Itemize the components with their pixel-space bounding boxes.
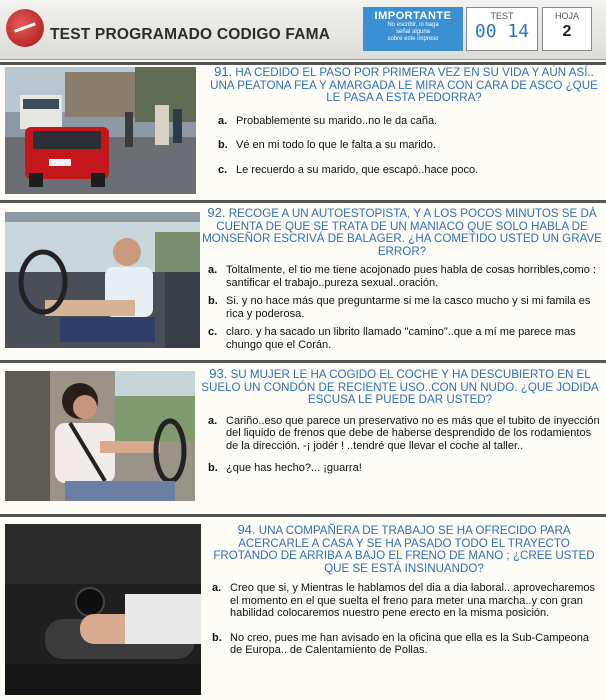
option-letter: b. xyxy=(208,295,218,307)
handbrake-photo xyxy=(5,524,201,695)
importante-note-2: señal alguna xyxy=(395,29,431,35)
question-body: RECOGE A UN AUTOESTOPISTA, Y A LOS POCOS MINUTOS SE DÁ CUENTA DE QUE SE TRATA DE UN MANIACO QUE SOLO HABLA DE MONSEÑOR ESCRIVÁ DE BALAGER. ¿HA COMETIDO USTED UN GRAVE ERROR? xyxy=(202,207,602,258)
question-number: 94. xyxy=(237,522,256,537)
test-label: TEST xyxy=(490,11,514,21)
option-c[interactable] xyxy=(208,326,602,351)
options-list xyxy=(208,264,602,351)
option-text: claro. y ha sacado un librito llamado "camino"..que a mí me parece mas chungo que el Corán. xyxy=(226,326,576,351)
question-number: 93. xyxy=(209,366,228,381)
option-letter: a. xyxy=(208,264,218,276)
hoja-value: 2 xyxy=(562,23,572,40)
options-list xyxy=(218,115,602,177)
option-text: No creo, pues me han avisado en la oficina que ella es la Sub-Campeona de Europa.. de Calentamiento de Pollas. xyxy=(230,631,589,656)
question-text xyxy=(198,368,602,407)
option-a[interactable] xyxy=(208,264,602,289)
importante-note-1: No escribir, ni haga xyxy=(387,22,439,28)
question-93 xyxy=(198,368,602,481)
importante-note-3: sobre este impreso xyxy=(387,36,439,42)
question-92 xyxy=(202,207,602,357)
option-text: Toltalmente, el tio me tiene acojonado pues habla de cosas horribles,como : santificar el trabajo..pureza sexual..oración. xyxy=(226,264,596,289)
question-number: 92. xyxy=(207,205,226,220)
question-text xyxy=(202,207,602,258)
question-body: UNA COMPAÑERA DE TRABAJO SE HA OFRECIDO PARA ACERCARLE A CASA Y SE HA PASADO TODO EL TRAYECTO FROTANDO DE ARRIBA A BAJO EL FRENO DE MANO ; ¿CREE USTED QUE SE ESTÁ INSINUANDO? xyxy=(213,524,595,575)
importante-label: IMPORTANTE xyxy=(374,10,452,22)
option-a[interactable] xyxy=(212,582,602,620)
option-a[interactable] xyxy=(218,115,602,128)
sheet-number-box xyxy=(542,7,592,51)
test-number-box xyxy=(466,7,538,51)
divider xyxy=(0,62,606,65)
option-letter: b. xyxy=(218,139,228,151)
option-letter: c. xyxy=(208,326,218,338)
option-text: Le recuerdo a su marido, que escapó..hace poco. xyxy=(236,163,479,176)
question-91 xyxy=(206,66,602,182)
option-text: Cariño..eso que parece un preservativo no es más que el tubito de inyección del liquido de frenos que debe de haberse desprendido de los rodamientos de la dirección. -¡ jodér ! ..tendré que llevar el coche al taller.. xyxy=(226,414,600,452)
question-body: SU MUJER LE HA COGIDO EL COCHE Y HA DESCUBIERTO EN EL SUELO UN CONDÓN DE RECIENTE USO..CON UN NUDO. ¿QUE JODIDA ESCUSA LE PUEDE DAR USTED? xyxy=(201,368,599,406)
question-body: HA CEDIDO EL PASO POR PRIMERA VEZ EN SU VIDA Y AÚN ASÍ.. UNA PEATONA FEA Y AMARGADA LE MIRA CON CARA DE ASCO ¿QUE LE PASA A ESTA PEDORRA? xyxy=(210,66,598,104)
question-94 xyxy=(206,524,602,663)
street-car-photo xyxy=(5,67,196,194)
question-text xyxy=(206,66,602,105)
option-text: Si. y no hace más que preguntarme si me la casco mucho y si mi famila es rica y poderosa. xyxy=(226,295,591,320)
option-text: Creo que si, y Mientras le hablamos del dia a dia laboral.. aprovecharemos el momento en el que suelta el freno para meter una marcha..y con gran habilidad colocaremos nuestro pene erecto en la misma posición. xyxy=(230,582,596,619)
option-b[interactable] xyxy=(218,139,602,152)
question-text xyxy=(206,524,602,575)
question-number: 91. xyxy=(214,64,233,79)
option-b[interactable] xyxy=(208,462,602,475)
option-letter: b. xyxy=(212,631,222,644)
option-c[interactable] xyxy=(218,164,602,177)
option-text: Probablemente su marido..no le da caña. xyxy=(236,114,438,127)
divider xyxy=(0,200,606,203)
option-b[interactable] xyxy=(212,632,602,657)
test-header xyxy=(0,0,606,60)
option-letter: a. xyxy=(208,414,218,427)
option-a[interactable] xyxy=(208,415,602,453)
option-letter: c. xyxy=(218,163,228,176)
logo-icon xyxy=(6,9,44,47)
hoja-label: HOJA xyxy=(554,11,579,21)
test-value: 00 14 xyxy=(474,21,530,42)
option-letter: a. xyxy=(218,114,228,127)
option-letter: a. xyxy=(212,582,222,594)
woman-driver-photo xyxy=(5,371,195,501)
driver-photo xyxy=(5,212,200,348)
options-list xyxy=(212,582,602,657)
option-b[interactable] xyxy=(208,295,602,320)
option-text: Vé en mi todo lo que le falta a su marido. xyxy=(236,139,436,151)
option-text: ¿que has hecho?... ¡guarra! xyxy=(226,462,362,474)
divider xyxy=(0,360,606,363)
option-letter: b. xyxy=(208,462,218,474)
options-list xyxy=(208,415,602,475)
importante-box xyxy=(363,7,463,51)
page-title: TEST PROGRAMADO CODIGO FAMA xyxy=(50,26,331,43)
divider xyxy=(0,514,606,517)
